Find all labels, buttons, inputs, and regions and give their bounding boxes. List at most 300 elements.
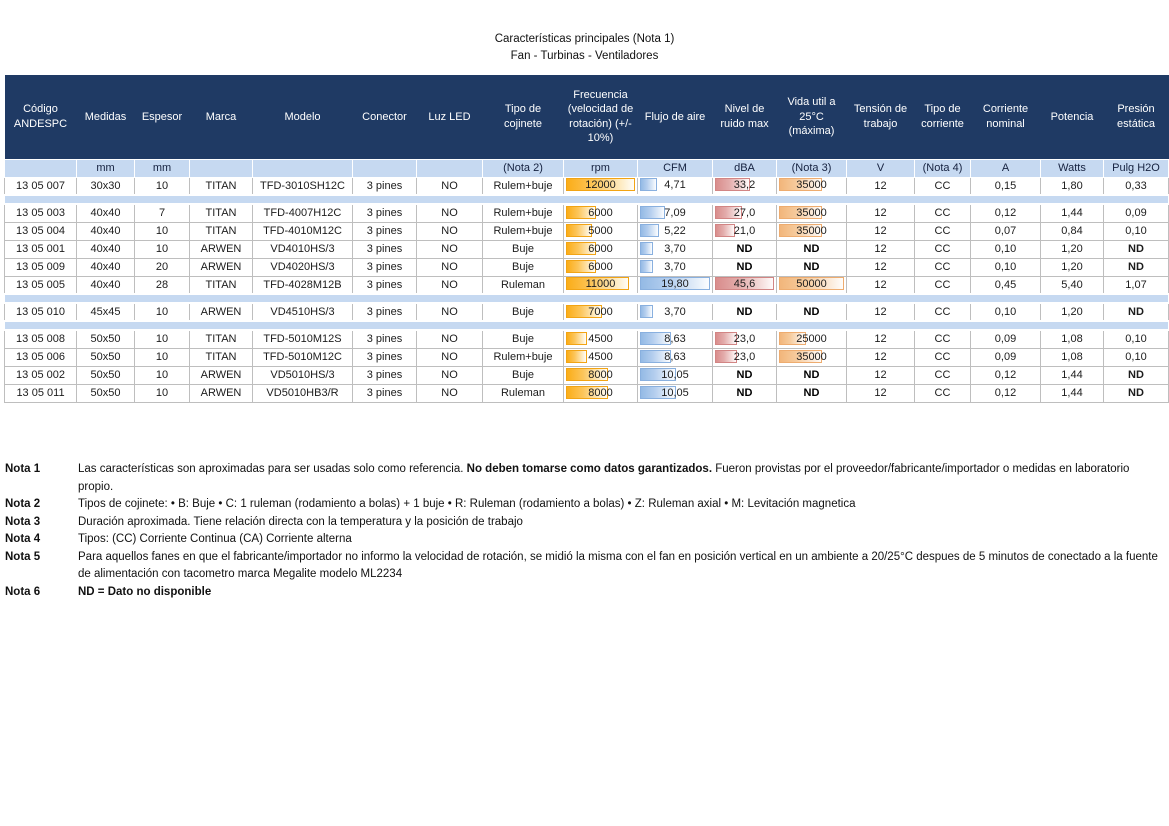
cell-codigo: 13 05 010 (5, 303, 77, 321)
cell-nivel-ruido (713, 222, 777, 240)
cell-modelo: TFD-4010M12C (253, 222, 353, 240)
col-header-flujo: Flujo de aire (638, 75, 713, 159)
cell-vida-util (777, 222, 847, 240)
cell-value: 50000 (796, 278, 827, 291)
table-row (5, 204, 1169, 222)
cell-corriente-nominal: 0,12 (971, 366, 1041, 384)
units-row (5, 159, 1169, 177)
cell-espesor: 10 (135, 384, 190, 402)
col-header-marca: Marca (190, 75, 253, 159)
cell-value: 6000 (588, 242, 613, 255)
col-header-presion: Presión estática (1104, 75, 1169, 159)
cell-espesor: 7 (135, 204, 190, 222)
cell-marca: ARWEN (190, 366, 253, 384)
cell-presion-estatica: 0,09 (1104, 204, 1169, 222)
note-label: Nota 4 (5, 533, 41, 545)
cell-flujo-aire (638, 303, 713, 321)
note-label: Nota 3 (5, 515, 41, 528)
unit-cell (253, 159, 353, 177)
cell-flujo-aire (638, 348, 713, 366)
cell-cojinete: Buje (483, 366, 564, 384)
cell-medidas: 40x40 (77, 222, 135, 240)
cell-tipo-corriente: CC (915, 258, 971, 276)
cell-value: 10,05 (661, 386, 689, 399)
cell-marca: TITAN (190, 204, 253, 222)
cell-nivel-ruido (713, 348, 777, 366)
cell-medidas: 40x40 (77, 204, 135, 222)
cell-potencia: 5,40 (1041, 276, 1104, 294)
cell-espesor: 20 (135, 258, 190, 276)
cell-vida-util (777, 348, 847, 366)
cell-flujo-aire (638, 240, 713, 258)
cell-tipo-corriente: CC (915, 240, 971, 258)
cell-value: 35000 (796, 350, 827, 363)
note-text: Las características son aproximadas para ser usadas solo como referencia. No deben tomarse como datos garantizados. Fueron provistas por el proveedor/fabricante/importador o medidas en laboratorio propio. (78, 463, 1130, 493)
note-text: Duración aproximada. Tiene relación directa con la temperatura y la posición de trabajo (78, 515, 523, 528)
cell-potencia: 1,44 (1041, 384, 1104, 402)
cell-value: 35000 (796, 224, 827, 237)
col-header-codigo: Código ANDESPC (5, 75, 77, 159)
separator-cell (5, 195, 1169, 204)
cell-tipo-corriente: CC (915, 330, 971, 348)
cell-conector: 3 pines (353, 276, 417, 294)
table-row (5, 366, 1169, 384)
cell-tension: 12 (847, 366, 915, 384)
cell-tipo-corriente: CC (915, 366, 971, 384)
cell-luz-led: NO (417, 222, 483, 240)
cell-marca: TITAN (190, 348, 253, 366)
cell-cojinete: Ruleman (483, 384, 564, 402)
cell-flujo-aire (638, 366, 713, 384)
cell-potencia: 1,20 (1041, 258, 1104, 276)
cell-value: 25000 (796, 332, 827, 345)
cell-value: 7000 (588, 305, 613, 318)
unit-cell: A (971, 159, 1041, 177)
cell-value: 8,63 (664, 332, 686, 345)
cell-tension: 12 (847, 240, 915, 258)
cell-potencia: 1,44 (1041, 366, 1104, 384)
cell-modelo: VD4020HS/3 (253, 258, 353, 276)
cell-tension: 12 (847, 276, 915, 294)
cell-marca: TITAN (190, 177, 253, 195)
cell-value: 6000 (588, 260, 613, 273)
col-header-luz-led: Luz LED (417, 75, 483, 159)
cell-vida-util (777, 276, 847, 294)
cell-conector: 3 pines (353, 204, 417, 222)
cell-tension: 12 (847, 222, 915, 240)
cell-cojinete: Rulem+buje (483, 348, 564, 366)
cell-corriente-nominal: 0,12 (971, 384, 1041, 402)
cell-potencia: 0,84 (1041, 222, 1104, 240)
cell-value: 12000 (585, 179, 616, 192)
cell-presion-estatica: 0,33 (1104, 177, 1169, 195)
cell-flujo-aire (638, 222, 713, 240)
cell-cojinete: Buje (483, 258, 564, 276)
note-row (5, 514, 1166, 532)
table-body (5, 177, 1169, 402)
cell-tipo-corriente: CC (915, 222, 971, 240)
cell-codigo: 13 05 011 (5, 384, 77, 402)
cell-codigo: 13 05 005 (5, 276, 77, 294)
cell-nivel-ruido (713, 177, 777, 195)
cell-rpm (564, 222, 638, 240)
cell-codigo: 13 05 009 (5, 258, 77, 276)
cell-espesor: 10 (135, 366, 190, 384)
cell-corriente-nominal: 0,10 (971, 258, 1041, 276)
cell-rpm (564, 258, 638, 276)
cell-marca: TITAN (190, 222, 253, 240)
cell-luz-led: NO (417, 330, 483, 348)
cell-value: ND (803, 386, 820, 399)
cell-potencia: 1,44 (1041, 204, 1104, 222)
cell-medidas: 50x50 (77, 366, 135, 384)
cell-corriente-nominal: 0,15 (971, 177, 1041, 195)
cell-presion-estatica: ND (1104, 384, 1169, 402)
cell-conector: 3 pines (353, 330, 417, 348)
unit-cell: dBA (713, 159, 777, 177)
cell-tipo-corriente: CC (915, 348, 971, 366)
cell-tension: 12 (847, 348, 915, 366)
cell-rpm (564, 384, 638, 402)
cell-codigo: 13 05 007 (5, 177, 77, 195)
separator-cell (5, 294, 1169, 303)
table-header (5, 75, 1169, 159)
col-header-frecuencia: Frecuencia (velocidad de rotación) (+/- 10%) (564, 75, 638, 159)
cell-flujo-aire (638, 384, 713, 402)
spec-table (4, 75, 1169, 403)
cell-presion-estatica: 0,10 (1104, 330, 1169, 348)
cell-tipo-corriente: CC (915, 276, 971, 294)
cell-value: 4500 (588, 350, 613, 363)
cell-value: 21,0 (733, 224, 756, 237)
cell-codigo: 13 05 002 (5, 366, 77, 384)
cell-potencia: 1,08 (1041, 348, 1104, 366)
cell-value: ND (736, 242, 753, 255)
cell-medidas: 30x30 (77, 177, 135, 195)
cell-flujo-aire (638, 204, 713, 222)
cell-value: 35000 (796, 179, 827, 192)
unit-cell: V (847, 159, 915, 177)
cell-tension: 12 (847, 258, 915, 276)
cell-value: 8,63 (664, 350, 686, 363)
cell-value: 33,2 (733, 179, 756, 192)
cell-modelo: VD5010HB3/R (253, 384, 353, 402)
cell-conector: 3 pines (353, 348, 417, 366)
cell-tipo-corriente: CC (915, 384, 971, 402)
cell-flujo-aire (638, 258, 713, 276)
cell-value: 11000 (585, 278, 616, 291)
cell-cojinete: Rulem+buje (483, 204, 564, 222)
cell-conector: 3 pines (353, 303, 417, 321)
title-line-2: Fan - Turbinas - Ventiladores (510, 50, 659, 62)
cell-tension: 12 (847, 384, 915, 402)
cell-corriente-nominal: 0,07 (971, 222, 1041, 240)
cell-marca: ARWEN (190, 258, 253, 276)
cell-corriente-nominal: 0,09 (971, 348, 1041, 366)
cell-modelo: TFD-4028M12B (253, 276, 353, 294)
cell-modelo: TFD-3010SH12C (253, 177, 353, 195)
note-row (5, 461, 1166, 496)
table-row (5, 348, 1169, 366)
cell-cojinete: Buje (483, 303, 564, 321)
cell-potencia: 1,08 (1041, 330, 1104, 348)
cell-cojinete: Rulem+buje (483, 177, 564, 195)
note-label: Nota 2 (5, 498, 41, 510)
table-row (5, 303, 1169, 321)
note-text: Tipos: (CC) Corriente Continua (CA) Corriente alterna (78, 533, 352, 545)
cell-nivel-ruido (713, 366, 777, 384)
cell-modelo: TFD-5010M12C (253, 348, 353, 366)
cell-medidas: 40x40 (77, 240, 135, 258)
separator-row (5, 321, 1169, 330)
note-text: Para aquellos fanes en que el fabricante/importador no informo la velocidad de rotación, se midió la misma con el fan en posición vertical en un ambiente a 20/25°C despues de 5 minutos de conectado a la fuente de alimentación con tacometro marca Megalite modelo ML2234 (78, 550, 1158, 580)
cell-tension: 12 (847, 303, 915, 321)
cell-rpm (564, 348, 638, 366)
cell-medidas: 50x50 (77, 384, 135, 402)
cell-vida-util (777, 258, 847, 276)
table-row (5, 258, 1169, 276)
separator-row (5, 294, 1169, 303)
cell-value: 3,70 (664, 305, 686, 318)
cell-tension: 12 (847, 204, 915, 222)
cell-cojinete: Rulem+buje (483, 222, 564, 240)
cell-rpm (564, 276, 638, 294)
cell-value: 5000 (588, 224, 613, 237)
cell-value: ND (803, 368, 820, 381)
cell-vida-util (777, 240, 847, 258)
cell-codigo: 13 05 003 (5, 204, 77, 222)
note-label: Nota 6 (5, 585, 41, 598)
notes-section (5, 461, 1166, 601)
cell-marca: TITAN (190, 276, 253, 294)
cell-corriente-nominal: 0,45 (971, 276, 1041, 294)
cell-rpm (564, 240, 638, 258)
separator-cell (5, 321, 1169, 330)
cell-rpm (564, 330, 638, 348)
cell-modelo: VD5010HS/3 (253, 366, 353, 384)
note-label: Nota 5 (5, 550, 41, 563)
cell-nivel-ruido (713, 258, 777, 276)
cell-vida-util (777, 177, 847, 195)
cell-luz-led: NO (417, 384, 483, 402)
title-line-1: Características principales (Nota 1) (494, 33, 675, 45)
cell-flujo-aire (638, 330, 713, 348)
cell-tipo-corriente: CC (915, 177, 971, 195)
cell-conector: 3 pines (353, 222, 417, 240)
cell-presion-estatica: ND (1104, 240, 1169, 258)
col-header-medidas: Medidas (77, 75, 135, 159)
cell-presion-estatica: 0,10 (1104, 348, 1169, 366)
unit-cell (5, 159, 77, 177)
cell-potencia: 1,80 (1041, 177, 1104, 195)
cell-potencia: 1,20 (1041, 303, 1104, 321)
cell-cojinete: Buje (483, 330, 564, 348)
cell-vida-util (777, 384, 847, 402)
cell-flujo-aire (638, 276, 713, 294)
cell-espesor: 10 (135, 348, 190, 366)
unit-cell (417, 159, 483, 177)
cell-value: ND (736, 368, 753, 381)
cell-rpm (564, 204, 638, 222)
col-header-modelo: Modelo (253, 75, 353, 159)
unit-cell: (Nota 3) (777, 159, 847, 177)
cell-codigo: 13 05 006 (5, 348, 77, 366)
cell-value: ND (803, 305, 820, 318)
cell-medidas: 40x40 (77, 258, 135, 276)
cell-presion-estatica: ND (1104, 366, 1169, 384)
cell-value: ND (736, 260, 753, 273)
cell-codigo: 13 05 008 (5, 330, 77, 348)
cell-presion-estatica: ND (1104, 303, 1169, 321)
col-header-tipo-corriente: Tipo de corriente (915, 75, 971, 159)
cell-luz-led: NO (417, 240, 483, 258)
cell-rpm (564, 366, 638, 384)
cell-value: ND (803, 242, 820, 255)
cell-value: 6000 (588, 206, 613, 219)
cell-value: ND (803, 260, 820, 273)
table-row (5, 177, 1169, 195)
unit-cell: Pulg H2O (1104, 159, 1169, 177)
cell-value: 3,70 (664, 242, 686, 255)
cell-value: ND (736, 305, 753, 318)
unit-cell (190, 159, 253, 177)
unit-cell (353, 159, 417, 177)
cell-rpm (564, 177, 638, 195)
cell-modelo: VD4510HS/3 (253, 303, 353, 321)
unit-cell: mm (135, 159, 190, 177)
cell-espesor: 10 (135, 177, 190, 195)
cell-luz-led: NO (417, 258, 483, 276)
cell-marca: TITAN (190, 330, 253, 348)
cell-value: 8000 (588, 368, 613, 381)
cell-marca: ARWEN (190, 384, 253, 402)
cell-presion-estatica: 1,07 (1104, 276, 1169, 294)
table-row (5, 276, 1169, 294)
cell-nivel-ruido (713, 303, 777, 321)
cell-value: 3,70 (664, 260, 686, 273)
cell-modelo: TFD-5010M12S (253, 330, 353, 348)
cell-cojinete: Buje (483, 240, 564, 258)
cell-potencia: 1,20 (1041, 240, 1104, 258)
cell-value: 19,80 (661, 278, 689, 291)
cell-rpm (564, 303, 638, 321)
cell-conector: 3 pines (353, 366, 417, 384)
unit-cell: rpm (564, 159, 638, 177)
cell-luz-led: NO (417, 348, 483, 366)
col-header-espesor: Espesor (135, 75, 190, 159)
cell-value: 4500 (588, 332, 613, 345)
cell-value: ND (736, 386, 753, 399)
table-row (5, 222, 1169, 240)
unit-cell: mm (77, 159, 135, 177)
note-row (5, 496, 1166, 514)
note-text: ND = Dato no disponible (78, 585, 212, 598)
unit-cell: Watts (1041, 159, 1104, 177)
cell-luz-led: NO (417, 303, 483, 321)
col-header-corriente-nominal: Corriente nominal (971, 75, 1041, 159)
cell-presion-estatica: 0,10 (1104, 222, 1169, 240)
cell-corriente-nominal: 0,12 (971, 204, 1041, 222)
col-header-vida-util: Vida util a 25°C (máxima) (777, 75, 847, 159)
note-row (5, 531, 1166, 549)
cell-vida-util (777, 204, 847, 222)
table-row (5, 384, 1169, 402)
cell-value: 4,71 (664, 179, 686, 192)
cell-espesor: 10 (135, 303, 190, 321)
unit-cell: CFM (638, 159, 713, 177)
cell-conector: 3 pines (353, 177, 417, 195)
cell-corriente-nominal: 0,10 (971, 303, 1041, 321)
document-title (0, 31, 1169, 65)
cell-value: 45,6 (733, 278, 756, 291)
cell-value: 35000 (796, 206, 827, 219)
cell-value: 27,0 (733, 206, 756, 219)
cell-conector: 3 pines (353, 258, 417, 276)
table-row (5, 330, 1169, 348)
cell-tension: 12 (847, 177, 915, 195)
cell-value: 23,0 (733, 350, 756, 363)
cell-luz-led: NO (417, 177, 483, 195)
cell-nivel-ruido (713, 384, 777, 402)
cell-corriente-nominal: 0,10 (971, 240, 1041, 258)
cell-value: 5,22 (664, 224, 686, 237)
col-header-potencia: Potencia (1041, 75, 1104, 159)
col-header-conector: Conector (353, 75, 417, 159)
col-header-cojinete: Tipo de cojinete (483, 75, 564, 159)
cell-luz-led: NO (417, 204, 483, 222)
table-row (5, 240, 1169, 258)
cell-luz-led: NO (417, 276, 483, 294)
cell-vida-util (777, 366, 847, 384)
cell-codigo: 13 05 001 (5, 240, 77, 258)
cell-presion-estatica: ND (1104, 258, 1169, 276)
note-row (5, 584, 1166, 602)
note-row (5, 549, 1166, 584)
cell-luz-led: NO (417, 366, 483, 384)
cell-conector: 3 pines (353, 240, 417, 258)
cell-tipo-corriente: CC (915, 303, 971, 321)
cell-espesor: 10 (135, 222, 190, 240)
cell-corriente-nominal: 0,09 (971, 330, 1041, 348)
note-text: Tipos de cojinete: • B: Buje • C: 1 ruleman (rodamiento a bolas) + 1 buje • R: Ruleman (rodamiento a bolas) • Z: Ruleman axial • M: Levitación magnetica (78, 498, 856, 510)
cell-cojinete: Ruleman (483, 276, 564, 294)
cell-nivel-ruido (713, 330, 777, 348)
cell-flujo-aire (638, 177, 713, 195)
cell-modelo: TFD-4007H12C (253, 204, 353, 222)
cell-vida-util (777, 330, 847, 348)
cell-medidas: 40x40 (77, 276, 135, 294)
cell-conector: 3 pines (353, 384, 417, 402)
cell-value: 7,09 (664, 206, 686, 219)
cell-vida-util (777, 303, 847, 321)
cell-medidas: 50x50 (77, 330, 135, 348)
cell-marca: ARWEN (190, 303, 253, 321)
cell-medidas: 50x50 (77, 348, 135, 366)
cell-espesor: 28 (135, 276, 190, 294)
unit-cell: (Nota 2) (483, 159, 564, 177)
separator-row (5, 195, 1169, 204)
cell-nivel-ruido (713, 276, 777, 294)
col-header-ruido: Nivel de ruido max (713, 75, 777, 159)
cell-espesor: 10 (135, 330, 190, 348)
cell-codigo: 13 05 004 (5, 222, 77, 240)
col-header-tension: Tensión de trabajo (847, 75, 915, 159)
cell-marca: ARWEN (190, 240, 253, 258)
cell-value: 8000 (588, 386, 613, 399)
cell-nivel-ruido (713, 204, 777, 222)
note-label: Nota 1 (5, 463, 41, 475)
cell-value: 10,05 (661, 368, 689, 381)
